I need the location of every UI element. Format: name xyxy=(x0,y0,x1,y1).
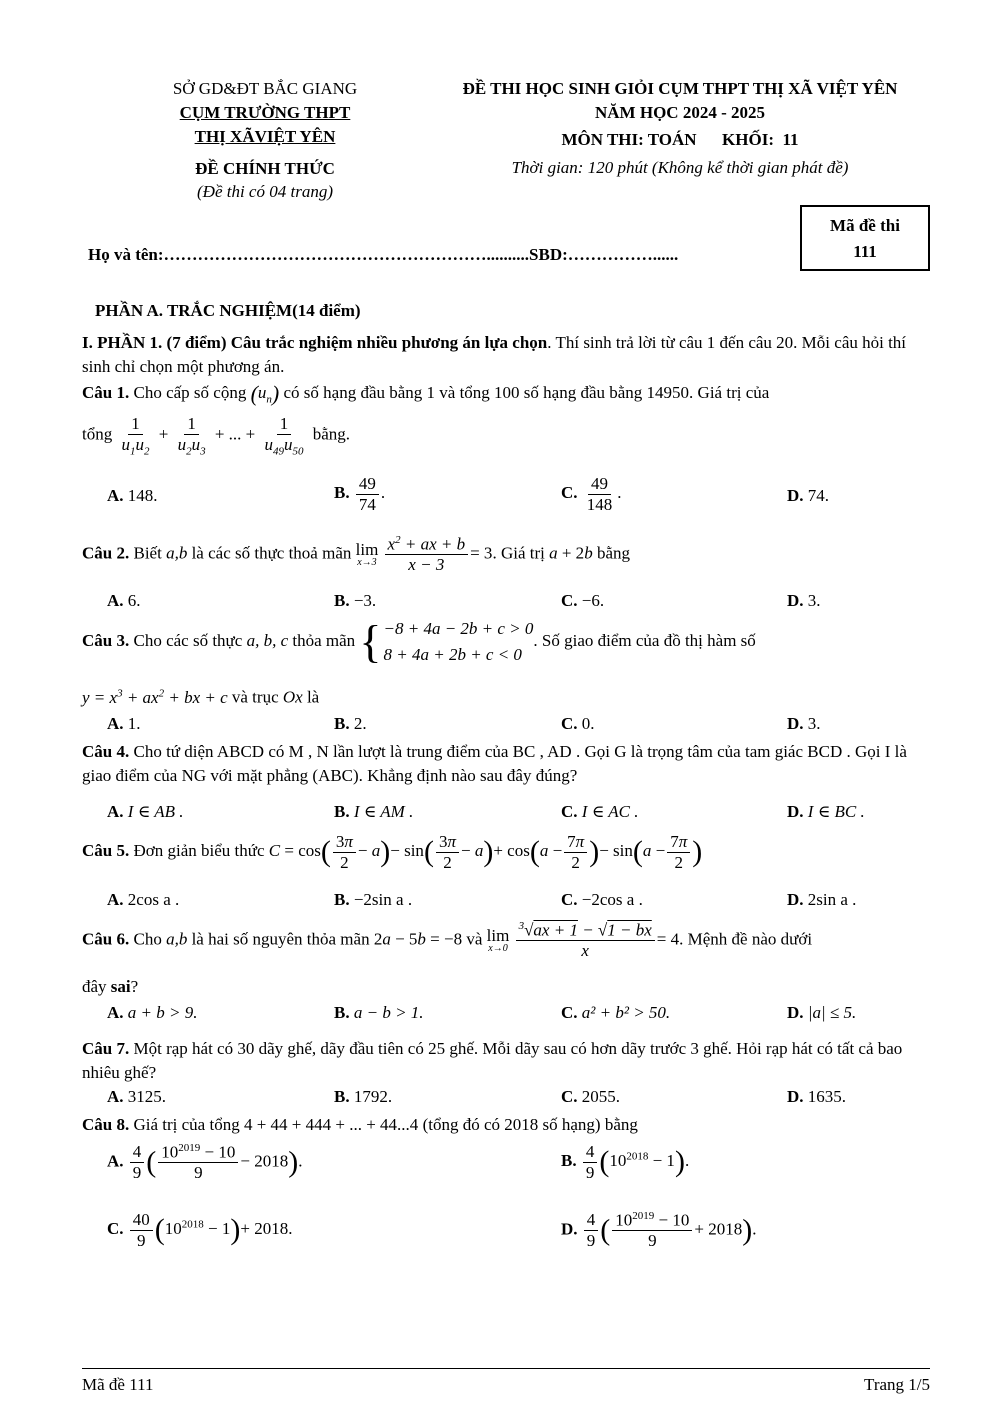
option-text: 2sin a . xyxy=(807,890,857,909)
q5-option-d[interactable] xyxy=(787,890,856,910)
fraction: $\frac{10^{2019} - 10}{9}$ xyxy=(612,1210,692,1251)
part1-instructions xyxy=(82,331,930,379)
exam-code-box xyxy=(800,205,930,271)
option-text: 74. xyxy=(807,486,830,505)
option-text: −3. xyxy=(353,591,377,610)
q1-option-a[interactable] xyxy=(107,486,158,506)
q8-option-b[interactable]: B. $\frac{4}{9}$ $(10^{2018} - 1)$. xyxy=(561,1142,690,1182)
option-text: 3. xyxy=(807,714,821,733)
question-text: là xyxy=(306,687,320,707)
question-text: Cho xyxy=(133,929,162,949)
fraction: $\frac{1}{u_1u_2}$ xyxy=(121,414,150,457)
option-letter: A. xyxy=(107,591,124,610)
q2-option-b[interactable] xyxy=(334,591,376,611)
question-text-emphasis: sai xyxy=(110,977,131,996)
q6-option-c[interactable] xyxy=(561,1003,670,1023)
question-text: Cho các số thực xyxy=(133,630,243,650)
q6-option-d[interactable] xyxy=(787,1003,856,1023)
header-right xyxy=(420,77,940,181)
option-text: I ∈ AC . xyxy=(581,802,639,821)
question-text: Biết xyxy=(133,543,162,563)
question-text: thỏa mãn xyxy=(292,630,356,650)
option-letter: C. xyxy=(561,482,578,502)
question-text: . Số giao điểm của đồ thị hàm số xyxy=(533,630,756,650)
option-letter: B. xyxy=(561,1150,577,1170)
option-text: a − b > 1. xyxy=(353,1003,424,1022)
fraction: $\frac{4}{9}$ xyxy=(584,1210,599,1250)
question-label: Câu 4. xyxy=(82,742,130,761)
footer-page-number: Trang 1/5 xyxy=(864,1375,930,1394)
option-text: 3125. xyxy=(127,1087,167,1106)
question-3-cont: $y = x^3 + ax^2$ + bx + c và trục Ox là xyxy=(82,687,320,707)
question-text: bằng. xyxy=(312,424,351,444)
option-text: I ∈ AB . xyxy=(127,802,184,821)
option-text: 1. xyxy=(127,714,141,733)
option-letter: B. xyxy=(334,890,350,909)
subject-grade: MÔN THI: TOÁN KHỐI: 11 xyxy=(561,130,799,149)
school-year: NĂM HỌC 2024 - 2025 xyxy=(595,103,765,122)
question-text: (tổng đó có 2018 số hạng) bằng xyxy=(422,1115,638,1134)
option-letter: B. xyxy=(334,802,350,821)
option-letter: D. xyxy=(787,714,804,733)
option-letter: C. xyxy=(561,714,578,733)
q3-option-b[interactable] xyxy=(334,714,367,734)
option-text: a + b > 9. xyxy=(127,1003,198,1022)
question-label: Câu 3. xyxy=(82,630,130,650)
fraction: $\frac{3\pi}{2}$ xyxy=(436,832,459,872)
footer-divider xyxy=(82,1368,930,1369)
fraction: $\frac{^3√ax + 1 - √1 - bx}{x}$ xyxy=(516,920,655,961)
q1-option-c[interactable]: C. $\frac{49}{148}$ . xyxy=(561,474,622,514)
q1-option-b[interactable]: B. $\frac{49}{74}$ . xyxy=(334,474,386,514)
q4-option-a[interactable] xyxy=(107,802,184,822)
limit: lim x→0 xyxy=(486,925,510,954)
fraction: $\frac{7\pi}{2}$ xyxy=(564,832,587,872)
option-text: 2055. xyxy=(581,1087,621,1106)
option-letter: A. xyxy=(107,486,124,505)
question-text: và trục xyxy=(231,687,279,707)
q4-option-c[interactable] xyxy=(561,802,638,822)
question-text: ? xyxy=(130,977,139,996)
option-text: 2. xyxy=(353,714,367,733)
option-letter: C. xyxy=(561,802,578,821)
question-text: bằng xyxy=(596,543,630,563)
limit: lim x→3 xyxy=(355,539,379,568)
question-text: . Giá trị xyxy=(492,543,545,563)
option-letter: A. xyxy=(107,1003,124,1022)
option-letter: B. xyxy=(334,1003,350,1022)
option-text: −2sin a . xyxy=(353,890,413,909)
q5-option-c[interactable] xyxy=(561,890,643,910)
fraction: $\frac{1}{u_{49}u_{50}}$ xyxy=(264,414,304,457)
option-letter: C. xyxy=(561,1087,578,1106)
option-text: −6. xyxy=(581,591,605,610)
official-exam-label: ĐỀ CHÍNH THỨC xyxy=(195,159,335,178)
option-letter: D. xyxy=(787,890,804,909)
question-6: Câu 6. Cho a,b là hai số nguyên thỏa mãn 2a − 5b = −8 và lim x→0 $\frac{^3√ax + 1 - √1 - bx}{x}$ = 4. Mệnh đề nào dưới xyxy=(82,920,813,961)
question-1-sum: tổng $\frac{1}{u_1u_2}$ + $\frac{1}{u_2u_3}$ + ... + $\frac{1}{u_{49}u_{50}}$ bằng. xyxy=(82,414,351,457)
question-6-cont xyxy=(82,975,930,999)
question-label: Câu 8. xyxy=(82,1115,130,1134)
q3-option-c[interactable] xyxy=(561,714,595,734)
option-text: |a| ≤ 5. xyxy=(807,1003,857,1022)
option-text: −2cos a . xyxy=(581,890,643,909)
option-text: 0. xyxy=(581,714,595,733)
question-text: Cho tứ diện ABCD có M , N lần lượt là trung điểm của BC , AD . Gọi G là trọng tâm của tam giác BCD . Gọi I là giao điểm của NG với mặt phẳng (ABC). Khẳng định nào sau đây đúng? xyxy=(82,742,907,785)
q2-option-d[interactable] xyxy=(787,591,821,611)
question-text: . Mệnh đề nào dưới xyxy=(679,929,813,949)
option-text: 1635. xyxy=(807,1087,847,1106)
question-text: Một rạp hát có 30 dãy ghế, dãy đầu tiên có 25 ghế. Mỗi dãy sau có hơn dãy trước 3 ghế. Hỏi rạp hát có tất cả bao nhiêu ghế? xyxy=(82,1039,903,1082)
option-letter: D. xyxy=(787,591,804,610)
q5-option-b[interactable] xyxy=(334,890,412,910)
option-letter: D. xyxy=(787,802,804,821)
option-text: 148. xyxy=(127,486,158,505)
question-text: Cho cấp số cộng xyxy=(133,383,247,402)
option-letter: D. xyxy=(787,486,804,505)
option-text: I ∈ BC . xyxy=(807,802,865,821)
name-sbd-line: Họ và tên:…………………………………………………..........SBD:……………...... xyxy=(88,245,679,264)
page-count-note: (Đề thi có 04 trang) xyxy=(197,182,333,201)
question-2: Câu 2. Biết a,b là các số thực thoả mãn lim x→3 $\frac{x^2 + ax + b}{x - 3}$ = 3. Giá trị a + 2b bằng xyxy=(82,534,630,575)
option-letter: A. xyxy=(107,890,124,909)
q6-option-a[interactable] xyxy=(107,1003,197,1023)
fraction: $\frac{3\pi}{2}$ xyxy=(333,832,356,872)
fraction: $\frac{49}{148}$ xyxy=(586,474,613,514)
exam-code-value: 111 xyxy=(853,242,877,261)
question-label: Câu 6. xyxy=(82,929,130,949)
q4-option-d[interactable] xyxy=(787,802,865,822)
option-text: a² + b² > 50. xyxy=(581,1003,671,1022)
school-cluster: CỤM TRƯỜNG THPT xyxy=(179,103,351,122)
part1-heading: I. PHẦN 1. (7 điểm) Câu trắc nghiệm nhiều phương án lựa chọn xyxy=(82,333,548,352)
option-letter: A. xyxy=(107,1087,124,1106)
option-text: 3. xyxy=(807,591,821,610)
question-label: Câu 2. xyxy=(82,543,130,563)
header-left xyxy=(120,77,410,203)
q8-option-d[interactable]: D. $\frac{4}{9}$ ( $\frac{10^{2019} - 10}{9}$ + 2018). xyxy=(561,1210,757,1251)
option-letter: A. xyxy=(107,1151,124,1171)
q5-option-a[interactable] xyxy=(107,890,179,910)
exam-title: ĐỀ THI HỌC SINH GIỎI CỤM THPT THỊ XÃ VIỆT YÊN xyxy=(462,79,898,98)
question-4 xyxy=(82,740,930,788)
q4-option-b[interactable] xyxy=(334,802,413,822)
option-letter: A. xyxy=(107,802,124,821)
question-text: là hai số nguyên thỏa mãn xyxy=(191,929,370,949)
town-name: THỊ XÃVIỆT YÊN xyxy=(194,127,336,146)
question-7 xyxy=(82,1037,930,1085)
option-text: I ∈ AM . xyxy=(353,802,414,821)
option-letter: C. xyxy=(107,1218,124,1238)
question-text: tổng xyxy=(82,424,113,444)
part1-instruction-text: . Thí sinh trả lời từ câu 1 đến câu 20. Mỗi câu hỏi thí sinh chỉ chọn một phương án. xyxy=(82,333,907,376)
q3-option-d[interactable] xyxy=(787,714,821,734)
option-letter: D. xyxy=(787,1003,804,1022)
option-letter: C. xyxy=(561,1003,578,1022)
fraction: $\frac{49}{74}$ xyxy=(356,474,379,514)
option-letter: D. xyxy=(561,1219,578,1239)
fraction: $\frac{4}{9}$ xyxy=(583,1142,598,1182)
question-8: Câu 8. Giá trị của tổng 4 + 44 + 444 + ... + 44...4 (tổng đó có 2018 số hạng) bằng xyxy=(82,1115,638,1134)
fraction: $\frac{40}{9}$ xyxy=(130,1210,153,1250)
part-a-title: PHẦN A. TRẮC NGHIỆM(14 điểm) xyxy=(95,301,361,320)
q3-option-a[interactable] xyxy=(107,714,141,734)
question-label: Câu 5. xyxy=(82,840,130,860)
q8-option-a[interactable]: A. $\frac{4}{9}$ ( $\frac{10^{2019} - 10}{9}$ − 2018). xyxy=(107,1142,303,1183)
q2-option-c[interactable] xyxy=(561,591,604,611)
option-letter: B. xyxy=(334,1087,350,1106)
question-text: đây xyxy=(82,977,107,996)
fraction: $\frac{10^{2019} - 10}{9}$ xyxy=(158,1142,238,1183)
question-label: Câu 1. xyxy=(82,383,130,402)
inequality-system: { −8 + 4a − 2b + c > 0 8 + 4a + 2b + c < 0 xyxy=(359,616,534,667)
q7-option-d[interactable] xyxy=(787,1087,846,1107)
question-3: Câu 3. Cho các số thực a, b, c thỏa mãn { −8 + 4a − 2b + c > 0 8 + 4a + 2b + c < 0 . Số giao điểm của đồ thị hàm số xyxy=(82,616,756,667)
question-label: Câu 7. xyxy=(82,1039,130,1058)
footer-exam-code: Mã đề 111 xyxy=(82,1375,154,1394)
fraction: $\frac{4}{9}$ xyxy=(130,1142,145,1182)
q7-option-a[interactable] xyxy=(107,1087,166,1107)
question-text: có số hạng đầu bằng 1 và tổng 100 số hạng đầu bằng 14950. Giá trị của xyxy=(283,383,770,402)
option-letter: A. xyxy=(107,714,124,733)
fraction: $\frac{1}{u_2u_3}$ xyxy=(177,414,206,457)
option-text: 1792. xyxy=(353,1087,393,1106)
q1-option-d[interactable] xyxy=(787,486,829,506)
question-text: Giá trị của tổng xyxy=(133,1115,240,1134)
option-letter: C. xyxy=(561,591,578,610)
option-letter: B. xyxy=(334,482,350,502)
exam-code-label: Mã đề thi xyxy=(830,216,900,235)
option-text: 2cos a . xyxy=(127,890,180,909)
question-text: và xyxy=(466,929,483,949)
option-letter: C. xyxy=(561,890,578,909)
q8-option-c[interactable]: C. $\frac{40}{9}$ $(10^{2018} - 1)+ 2018$. xyxy=(107,1210,293,1250)
question-text: là các số thực thoả mãn xyxy=(191,543,352,563)
question-5: Câu 5. Đơn giản biểu thức C = cos( $\frac{3\pi}{2}$ − a)− sin( $\frac{3\pi}{2}$ − a)+ cos(a − $\frac{7\pi}{2}$ )− sin(a − $\frac{7\pi}{2}$ ) xyxy=(82,832,703,872)
question-text: Đơn giản biểu thức xyxy=(133,840,265,860)
fraction: $\frac{7\pi}{2}$ xyxy=(667,832,690,872)
q2-option-a[interactable] xyxy=(107,591,141,611)
fraction: $\frac{x^2 + ax + b}{x - 3}$ xyxy=(385,534,469,575)
q6-option-b[interactable] xyxy=(334,1003,424,1023)
time-limit: Thời gian: 120 phút (Không kể thời gian phát đề) xyxy=(511,158,849,177)
department-name: SỞ GD&ĐT BẮC GIANG xyxy=(172,79,358,98)
question-1: Câu 1. Cho cấp số cộng $(u_n)$ có số hạng đầu bằng 1 và tổng 100 số hạng đầu bằng 14950. Giá trị của xyxy=(82,381,770,407)
q7-option-c[interactable] xyxy=(561,1087,620,1107)
q7-option-b[interactable] xyxy=(334,1087,392,1107)
option-letter: B. xyxy=(334,591,350,610)
option-letter: B. xyxy=(334,714,350,733)
option-text: 6. xyxy=(127,591,141,610)
option-letter: D. xyxy=(787,1087,804,1106)
